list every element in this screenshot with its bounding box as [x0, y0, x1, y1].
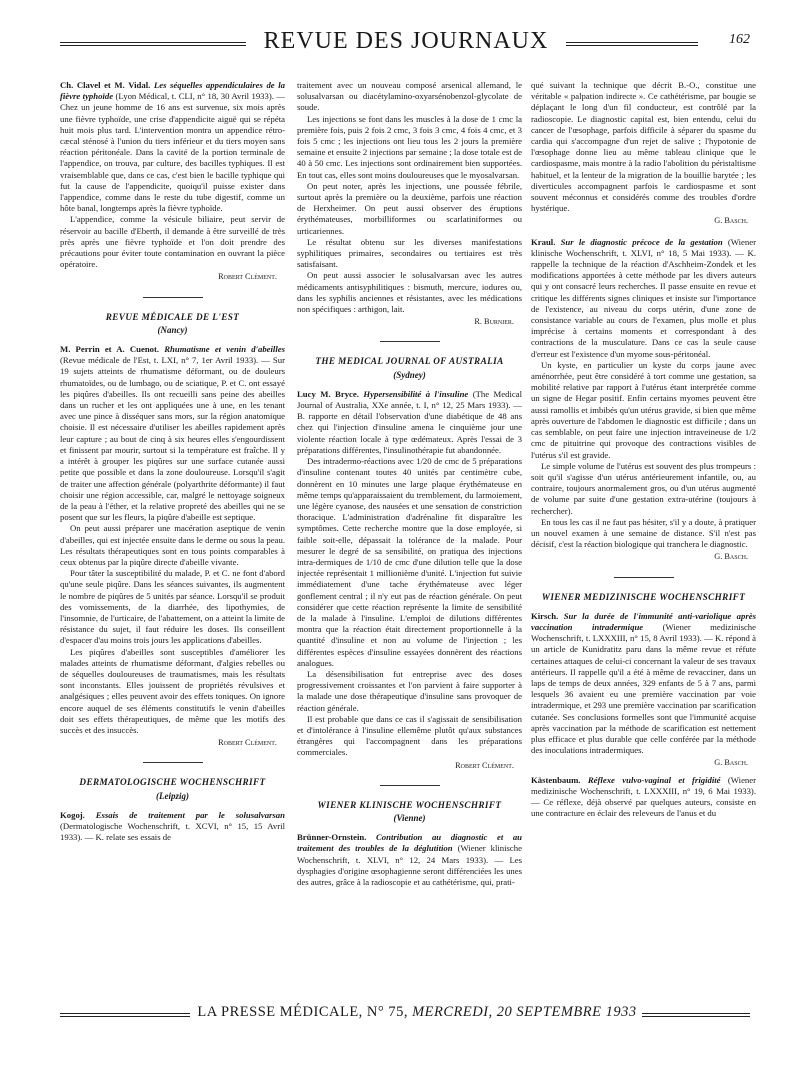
footer-date: MERCREDI, 20 SEPTEMBRE 1933	[412, 1004, 637, 1020]
paragraph: Pour tâter la susceptibilité du malade, P. et C. ne font d'abord qu'une seule piqûre. Dans les séances suivantes, ils augmentent le nombre de piqûres de 5 unités par séance. Lorsqu'il se produit des vomissements, de la diarrhée, des lipothymies, de l'insomnie, de l'urticaire, de l'abattement, on a atteint la limite de résistance du sujet, il faut réduire les doses. Ils conseillent d'espacer d'au moins trois jours les applications d'abeilles.	[60, 568, 285, 646]
article-text: (Lyon Médical, t. CLI, n° 18, 30 Avril 1933). — Chez un jeune homme de 16 ans est survenue, six mois après une fièvre typhoïde, une crise d'appendicite aiguë qui se répéta huit mois plus tard. L'intervention montra un appendice rétro-cæcal sténosé à l'union du tiers inférieur et du tiers moyen sans réaction péritonéale. Dans la cavité de la portion terminale de l'appendice, on trouva, par culture, des bacilles typhiques. Il est vraisemblable que, dans ce cas, c'est bien le bacille typhique qui fut la cause de l'appendicite, quoiqu'il puisse exister dans l'appendice, comme dans le reste du tube digestif, comme un hôte banal, longtemps après la fièvre typhoïde.	[60, 91, 285, 214]
paragraph: Le simple volume de l'utérus est souvent des plus trompeurs : soit qu'il s'agisse d'un utérus antérieurement infantile, ou, au contraire, toujours anormalement gros, ou d'un utérus augmenté de volume par suite d'une gestation extra-utérine (toujours à rechercher).	[531, 460, 756, 516]
signature: G. Basch.	[714, 758, 748, 768]
header-rule-left	[60, 42, 246, 46]
article-title: Hypersensibilité à l'insuline	[363, 388, 469, 399]
article-text: (Wiener medizinische Wochenschrift, t. LXXXIII, n° 19, 6 Mai 1933). — Ce réflexe, déjà observé par quelques auteurs, consiste en une contracture en éclair des releveurs de l'anus et du	[531, 774, 756, 819]
separator	[143, 297, 203, 298]
paragraph: On peut aussi associer le solusalvarsan avec les autres médicaments antisyphilitiques : bismuth, mercure, iodures ou, dans les syphilis anciennes et résistantes, avec les médications non spécifiques : arthigon, lait.	[297, 270, 522, 315]
article-kraul	[531, 237, 756, 360]
paragraph: On peut aussi préparer une macération aseptique de venin d'abeilles, qui est injectée ensuite dans le derme ou sous la peau. Les résultats thérapeutiques sont en tous points comparables à ceux obtenus par la piqûre directe d'abeille vivante.	[60, 523, 285, 567]
paragraph: Un kyste, en particulier un kyste du corps jaune avec aménorrhée, peut être considéré à tort comme une gestation, sa mobilité relative par rapport à l'utérus étant interprétée comme un signe de Hegar positif. Enfin certains myomes peuvent être aussi ramollis et imbibés qu'un utérus gravide, si bien que même après ouverture de l'abdomen le diagnostic est difficile ; dans un cas semblable, on peut faire une injection intraveineuse de 1/2 cmc de pituitrine qui provoque des contractions visibles de l'utérus s'il est gravide.	[531, 359, 756, 460]
paragraph: En tous les cas il ne faut pas hésiter, s'il y a doute, à pratiquer un nouvel examen à une semaine de distance. S'il n'est pas décisif, c'est la réaction biologique qui tranchera le diagnostic.	[531, 516, 756, 550]
article-author: Brünner-Ornstein.	[297, 832, 367, 843]
article-author: Kogoj.	[60, 809, 85, 820]
article-text: (Dermatologische Wochenschrift, t. XCVI, n° 15, 15 Avril 1933). — K. relate ses essais de	[60, 820, 285, 843]
article-kogoj	[60, 810, 285, 844]
article-kirsch	[531, 611, 756, 757]
footer-rule-right	[642, 1013, 750, 1017]
page-header	[60, 28, 750, 64]
paragraph: Les injections se font dans les muscles à la dose de 1 cmc la première fois, puis 2 fois 2 cmc, 3 fois 3 cmc, 4 fois 4 cmc, et 3 fois 5 cmc ; les injections ont lieu tous les 2 jours la première semaine et ensuite 2 injections par semaine ; la dose totale est de 40 à 50 cmc. Les injections sont ordinairement bien supportées. En tout cas, elles sont moins douloureuses que le myosalvarsan.	[297, 113, 522, 180]
journal-title: WIENER KLINISCHE WOCHENSCHRIFT	[317, 799, 502, 810]
signature: Robert Clément.	[455, 760, 514, 770]
article-title: Contribution au diagnostic et au traitement des troubles de la déglutition	[297, 832, 522, 854]
article-title: Les séquelles appendiculaires de la fièvre typhoïde	[60, 80, 285, 102]
article-title: Rhumatisme et venin d'abeilles	[164, 344, 285, 355]
separator	[380, 341, 440, 342]
separator	[380, 785, 440, 786]
paragraph: Des intradermo-réactions avec 1/20 de cmc de 5 préparations d'insuline contenant toutes 40 unités par centimètre cube, donnèrent en 10 minutes une large plaque érythémateuse en même temps qu'apparaissaient du tremblement, du larmoiement, une légère cyanose, des nausées et une sensation de constriction thoracique. L'administration d'adrénaline fit disparaître les symptômes. Cette recherche montre que la dose employée, si faible soit-elle, dépassait la tolérance de la malade. Pour mesurer le degré de sa sensibilité, on pratiqua des injections intra-dermiques de 1/10 de cmc d'une dilution telle que la dose injectée représentait 1 millionième d'unité. L'injection fut suivie immédiatement d'une tache érythémateuse avec léger gonflement central ; il n'y eut pas de réaction générale. On peut considérer que cette réaction représente la limite de sensibilité de la malade à l'insuline. L'emploi de dilutions différentes montra que la réaction était directement proportionnelle à la quantité d'insuline et non au volume de l'injection ; les différentes espèces d'insuline essayées donnèrent des réactions analogues.	[297, 456, 522, 668]
paragraph: Les piqûres d'abeilles sont susceptibles d'améliorer les malades atteints de rhumatisme déformant, d'algies rebelles ou de séquelles douloureuses de traumatismes, mais les résultats sont inconstants. Elles jouissent de propriétés révulsives et analgésiques ; elles peuvent avoir des effets toniques. On ignore encore auquel de ses éléments constitutifs le venin d'abeilles doit ses effets thérapeutiques, de même que les motifs des succès et des insuccès.	[60, 646, 285, 735]
article-text: (Wiener medizinische Wochenschrift, t. LXXXIII, n° 15, 8 Avril 1933). — K. répond à un article de Kunidratitz paru dans la même revue et réfute certaines attaques de celui-ci concernant la valeur de ses travaux antérieurs. Il rappelle qu'il a été à même de revacciner, dans un laps de temps de deux années, 329 enfants de 5 à 7 ans, parmi lesquels 36 avaient eu une première vaccination par voie intradermique, et 293 une première vaccination par scarification cutanée. Ses conclusions formelles sont que l'immunité acquise après vaccination par la méthode de scarification est nettement plus efficace et plus durable que celle conférée par la méthode des inoculations intradermiques.	[531, 621, 756, 756]
article-bryce	[297, 389, 522, 456]
paragraph: qué suivant la technique que décrit B.-O., constitue une véritable « palpation indirecte ». Ce cathétérisme, par bougie se déplaçant le long d'un fil conducteur, est contrôlé par la radioscopie. Le diagnostic capital est, bien entendu, celui du cancer de l'œsophage, parfois difficile à séparer du spasme du cardia qui s'accompagne d'un rejet de salive ; l'hypotonie de l'œsophage donne lieu au même tableau clinique que le cardiospasme, mais montre à la radio l'abolition du péristaltisme habituel, et la lenteur de la migration de la bouillie barytée ; les diverticules accompagnent parfois le cardiospasme et sont souvent méconnus et considérés comme des troubles d'ordre hystérique.	[531, 80, 756, 214]
article-author: Ch. Clavel et M. Vidal.	[60, 80, 151, 90]
article-title: Réflexe vulvo-vaginal et frigidité	[587, 774, 721, 785]
article-title: Sur la durée de l'immunité anti-variolique après vaccination intradermique	[531, 610, 756, 632]
journal-title: REVUE MÉDICALE DE L'EST	[105, 311, 240, 322]
article-text: (Wiener klinische Wochenschrift, t. XLVI, n° 12, 24 Mars 1933). — Les dysphagies d'origine œsophagienne seront différenciées les unes des autres, grâce à la radioscopie et au cathétérisme, qui, prati-	[297, 843, 522, 887]
column-2	[297, 80, 522, 990]
article-author: Lucy M. Bryce.	[297, 388, 359, 399]
paragraph: L'appendice, comme la vésicule biliaire, peut servir de réservoir au bacille d'Eberth, il demande à être surveillé de très près après une fièvre typhoïde et l'on doit prendre des précautions pour éviter toute contamination en ouvrant la pièce opératoire.	[60, 214, 285, 270]
signature: Robert Clément.	[218, 738, 277, 748]
article-text: (The Medical Journal of Australia, XXe année, t. I, n° 12, 25 Mars 1933). — B. rapporte en détail l'observation d'une diabétique de 48 ans chez qui l'injection d'insuline amena le cinquième jour une violente réaction locale à type œdémateux. Après l'essai de 3 préparations différentes, l'insulinothérapie fut abandonnée.	[297, 388, 522, 455]
separator	[143, 762, 203, 763]
journal-city: (Vienne)	[393, 812, 426, 823]
column-1	[60, 80, 285, 990]
signature: Robert Clément.	[218, 272, 277, 282]
journal-city: (Nancy)	[157, 324, 188, 335]
article-author: Kirsch.	[531, 610, 559, 621]
journal-city: (Leipzig)	[156, 790, 189, 801]
paragraph: traitement avec un nouveau composé arsenical allemand, le solusalvarsan ou diacétylamino-oxyarsénobenzol-glycolate de soude.	[297, 80, 522, 113]
journal-title: WIENER MEDIZINISCHE WOCHENSCHRIFT	[541, 591, 746, 602]
article-clavel-vidal	[60, 80, 285, 214]
article-brunner-ornstein	[297, 832, 522, 888]
article-text: (Revue médicale de l'Est, t. LXI, n° 7, 1er Avril 1933). — Sur 19 sujets atteints de rhumatisme déformant, ou de douleurs rhumatoïdes, ou de lumbago, ou de sciatique, P. et C. ont essayé les piqûres d'abeilles. Ils ont recueilli sans peine des abeilles dans un rucher et les ont appliquées une à une, en les tenant avec une pince à disséquer sans mors, sur la région anatomique choisie. Il est nécessaire d'utiliser les abeilles rapidement après leur capture ; au bout de cinq à six heures elles s'engourdissent et finissent par mourir, surtout si la température est fraîche. Il y a intérêt à grouper les piqûres sur une surface cutanée aussi petite que possible et dans la zone douloureuse. Lorsqu'il s'agit de traiter une affection générale (polyarthrite déformante) il faut choisir une région accessible, car, malgré le nettoyage soigneux de la peau à l'éther, et la relative propreté des abeilles qui ne se posent que sur les fleurs, la piqûre d'abeille est septique.	[60, 355, 285, 523]
article-text: (Wiener klinische Wochenschrift, t. XLVI, n° 18, 5 Mai 1933). — K. rappelle la technique de la réaction d'Aschheim-Zondek et les modifications apportées à cette méthode par les divers auteurs qui y ont consacré leurs recherches. Il passe ensuite en revue et critique les différents signes cliniques et insiste sur l'importance de l'existence, au niveau du corps utérin, d'une zone de consistance variable au cours de l'examen, plus molle et plus imprécise à certains moments et correspondant à des contractions de la musculature. Dans ce cas la seule cause d'erreur est l'existence d'un myome sous-péritonéal.	[531, 236, 756, 359]
journal-title: DERMATOLOGISCHE WOCHENSCHRIFT	[79, 777, 266, 788]
article-perrin-cuenot	[60, 344, 285, 523]
footer-journal: LA PRESSE MÉDICALE, N° 75,	[197, 1004, 408, 1020]
separator	[614, 577, 674, 578]
paragraph: Il est probable que dans ce cas il s'agissait de sensibilisation et d'intolérance à l'insuline ellemême plutôt qu'aux substances étrangères qui l'accompagnent dans les préparations commerciales.	[297, 713, 522, 758]
header-rule-right	[566, 42, 698, 46]
article-title: Essais de traitement par le solusalvarsan	[95, 809, 285, 820]
article-author: Kästenbaum.	[531, 774, 581, 785]
article-kastenbaum	[531, 775, 756, 820]
paragraph: La désensibilisation fut entreprise avec des doses progressivement croissantes et l'on parvient à faire supporter à la malade une dose thérapeutique d'insuline sans provoquer de réaction générale.	[297, 668, 522, 713]
footer-text	[194, 1004, 640, 1021]
article-title: Sur le diagnostic précoce de la gestation	[560, 236, 723, 247]
signature: G. Basch.	[714, 216, 748, 226]
signature: R. Burnier.	[474, 317, 514, 327]
journal-city: (Sydney)	[393, 369, 426, 380]
signature: G. Basch.	[714, 552, 748, 562]
paragraph: On peut noter, après les injections, une poussée fébrile, surtout après la première ou la deuxième, parfois une réaction de Herxheimer. On peut aussi observer des éruptions érythémateuses, morbilliformes ou scarlatiniformes ou urticariennes.	[297, 180, 522, 236]
page-number: 162	[729, 32, 750, 47]
article-author: M. Perrin et A. Cuenot.	[60, 344, 160, 355]
article-author: Kraul.	[531, 236, 556, 247]
page-footer	[60, 1004, 750, 1028]
section-title: REVUE DES JOURNAUX	[263, 28, 549, 54]
journal-title: THE MEDICAL JOURNAL OF AUSTRALIA	[315, 356, 504, 367]
footer-rule-left	[60, 1013, 190, 1017]
column-3	[531, 80, 756, 990]
paragraph: Le résultat obtenu sur les diverses manifestations syphilitiques primaires, secondaires ou tertiaires est très satisfaisant.	[297, 236, 522, 270]
